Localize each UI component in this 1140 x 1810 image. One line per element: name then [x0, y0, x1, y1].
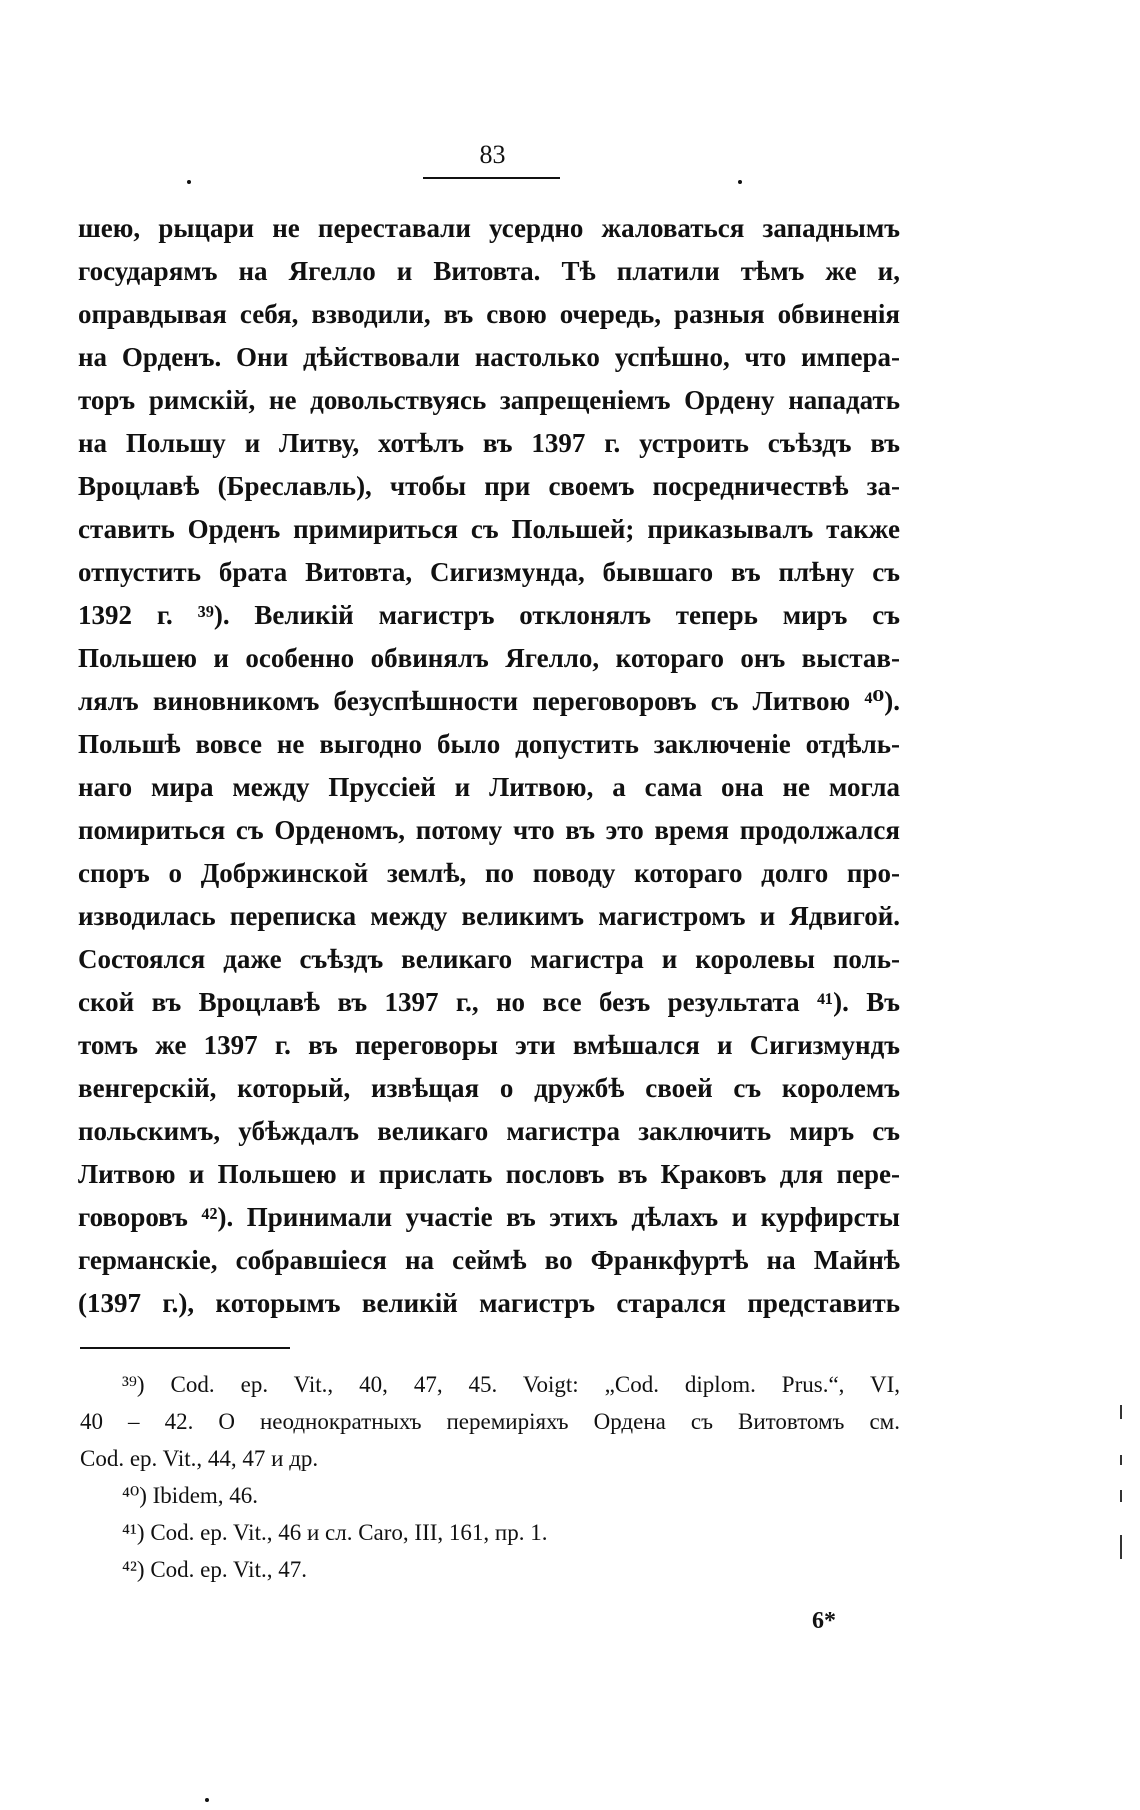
body-line: отпустить брата Витовта, Сигизмунда, бывшаго въ плѣну съ	[78, 557, 900, 587]
footnote-39-continued: Cod. ep. Vit., 44, 47 и др.	[80, 1446, 319, 1471]
body-line: Состоялся даже съѣздъ великаго магистра и королевы поль-	[78, 944, 900, 974]
body-line: торъ римскій, не довольствуясь запрещеніемъ Ордену нападать	[78, 385, 900, 415]
footnote-40: ⁴⁰) Ibidem, 46.	[122, 1483, 259, 1508]
margin-mark	[1120, 1405, 1122, 1419]
footnote-41: ⁴¹) Cod. ep. Vit., 46 и сл. Caro, III, 161, пр. 1.	[122, 1520, 548, 1545]
body-text	[78, 207, 900, 1325]
footnote-rule	[80, 1347, 290, 1349]
body-line: на Орденъ. Они дѣйствовали настолько успѣшно, что импера-	[78, 342, 900, 372]
body-line: ской въ Вроцлавѣ въ 1397 г., но все безъ результата ⁴¹). Въ	[78, 987, 900, 1017]
body-line: германскіе, собравшіеся на сеймѣ во Франкфуртѣ на Майнѣ	[78, 1245, 900, 1275]
body-line: изводилась переписка между великимъ магистромъ и Ядвигой.	[78, 901, 900, 931]
footnotes	[80, 1366, 900, 1588]
body-line: томъ же 1397 г. въ переговоры эти вмѣшался и Сигизмундъ	[78, 1030, 900, 1060]
ink-speck	[205, 1798, 209, 1802]
footnote-39: ³⁹) Cod. ep. Vit., 40, 47, 45. Voigt: „Cod. diplom. Prus.“, VI,	[122, 1372, 900, 1397]
body-line: Литвою и Польшею и прислать пословъ въ Краковъ для пере-	[78, 1159, 900, 1189]
ink-speck	[187, 180, 191, 184]
body-line: ставить Орденъ примириться съ Польшей; приказывалъ также	[78, 514, 900, 544]
body-line: польскимъ, убѣждалъ великаго магистра заключить миръ съ	[78, 1116, 900, 1146]
body-line: Польшѣ вовсе не выгодно было допустить заключеніе отдѣль-	[78, 729, 900, 759]
body-line: оправдывая себя, взводили, въ свою очередь, разныя обвиненія	[78, 299, 900, 329]
ink-speck	[738, 180, 742, 184]
body-line: помириться съ Орденомъ, потому что въ это время продолжался	[78, 815, 900, 845]
footnote-39-continued: 40 – 42. О неоднократныхъ перемиріяхъ Ордена съ Витовтомъ см.	[80, 1409, 900, 1434]
page-number: 83	[479, 140, 506, 169]
body-line: государямъ на Ягелло и Витовта. Тѣ платили тѣмъ же и,	[78, 256, 900, 286]
margin-mark	[1120, 1535, 1122, 1559]
signature-mark: 6*	[812, 1608, 836, 1634]
body-line: на Польшу и Литву, хотѣлъ въ 1397 г. устроить съѣздъ въ	[78, 428, 900, 458]
body-line: говоровъ ⁴²). Принимали участіе въ этихъ дѣлахъ и курфирсты	[78, 1202, 900, 1232]
footnote-42: ⁴²) Cod. ep. Vit., 47.	[122, 1557, 307, 1582]
body-line: (1397 г.), которымъ великій магистръ старался представить	[78, 1288, 900, 1318]
body-line: Польшею и особенно обвинялъ Ягелло, котораго онъ выстав-	[78, 643, 900, 673]
body-line: венгерскій, который, извѣщая о дружбѣ своей съ королемъ	[78, 1073, 900, 1103]
margin-mark	[1120, 1490, 1122, 1502]
body-line: лялъ виновникомъ безуспѣшности переговоровъ съ Литвою ⁴⁰).	[78, 686, 900, 716]
margin-mark	[1120, 1455, 1122, 1465]
body-line: шею, рыцари не переставали усердно жаловаться западнымъ	[78, 213, 900, 243]
header-rule	[423, 177, 560, 179]
body-line: наго мира между Пруссіей и Литвою, а сама она не могла	[78, 772, 900, 802]
body-line: Вроцлавѣ (Бреславль), чтобы при своемъ посредничествѣ за-	[78, 471, 900, 501]
body-line: 1392 г. ³⁹). Великій магистръ отклонялъ теперь миръ съ	[78, 600, 900, 630]
body-line: споръ о Добржинской землѣ, по поводу котораго долго про-	[78, 858, 900, 888]
